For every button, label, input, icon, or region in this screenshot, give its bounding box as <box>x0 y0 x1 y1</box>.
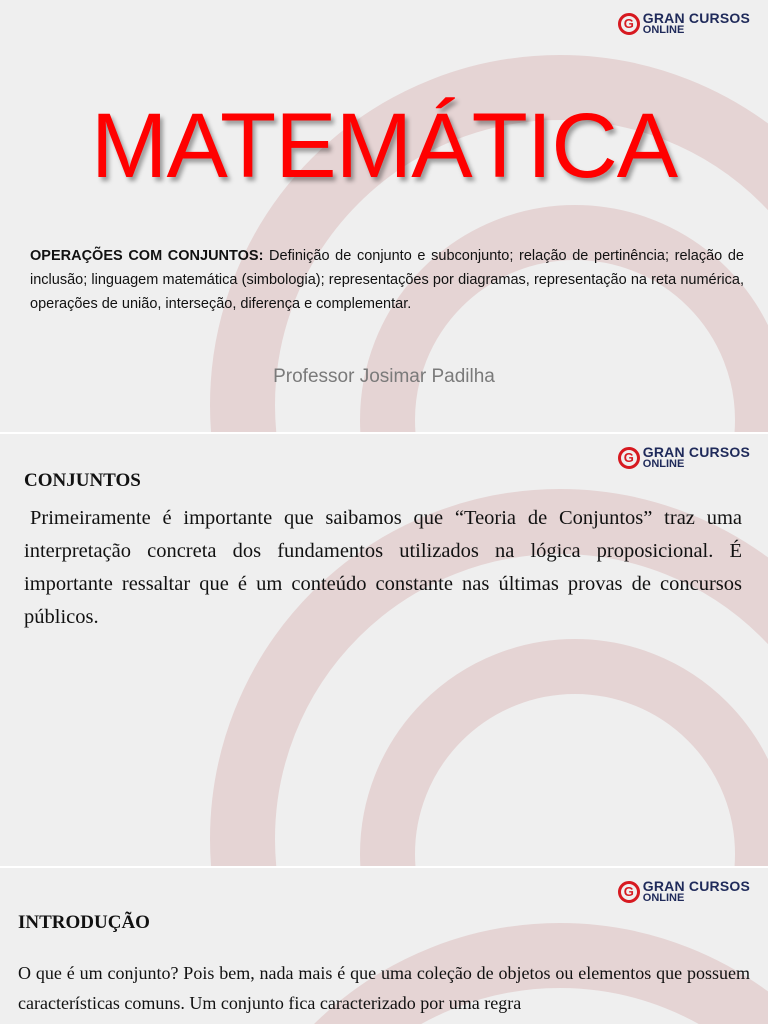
brand-subname: ONLINE <box>642 458 685 470</box>
professor-name: Professor Josimar Padilha <box>273 366 495 387</box>
topics-label: OPERAÇÕES COM CONJUNTOS: <box>30 248 264 264</box>
brand-name: GRAN CURSOS <box>642 10 750 26</box>
section-body: Primeiramente é importante que saibamos que “Teoria de Conjuntos” traz uma interpretação concreta dos fundamentos utilizados na lógica proposicional. É importante ressaltar que é um conteúdo constante nas últimas provas de concursos públicos. <box>24 507 742 628</box>
topics-list: Definição de conjunto e subconjunto; relação de pertinência; relação de inclusão; linguagem matemática (simbologia); representações por diagramas, representação na reta numérica, operações de união, interseção, diferença e complementar. <box>30 248 744 312</box>
slide-introducao <box>0 868 768 1024</box>
page-title: MATEMÁTICA <box>90 95 678 197</box>
brand-name: GRAN CURSOS <box>642 444 750 460</box>
brand-logo <box>618 12 750 35</box>
brand-g-icon: G <box>618 13 640 35</box>
brand-logo <box>618 446 750 469</box>
brand-g-icon: G <box>618 881 640 903</box>
brand-logo <box>618 880 750 903</box>
brand-g-icon: G <box>618 447 640 469</box>
brand-name: GRAN CURSOS <box>642 878 750 894</box>
topics-summary <box>30 244 744 316</box>
section-heading: INTRODUÇÃO <box>18 912 150 933</box>
section-body: O que é um conjunto? Pois bem, nada mais é que uma coleção de objetos ou elementos que possuem características comuns. Um conjunto fica caracterizado por uma regra <box>18 963 750 1013</box>
slide-conjuntos <box>0 434 768 866</box>
section-heading: CONJUNTOS <box>24 470 141 491</box>
brand-subname: ONLINE <box>642 892 685 904</box>
brand-subname: ONLINE <box>642 24 685 36</box>
slide-title <box>0 0 768 432</box>
